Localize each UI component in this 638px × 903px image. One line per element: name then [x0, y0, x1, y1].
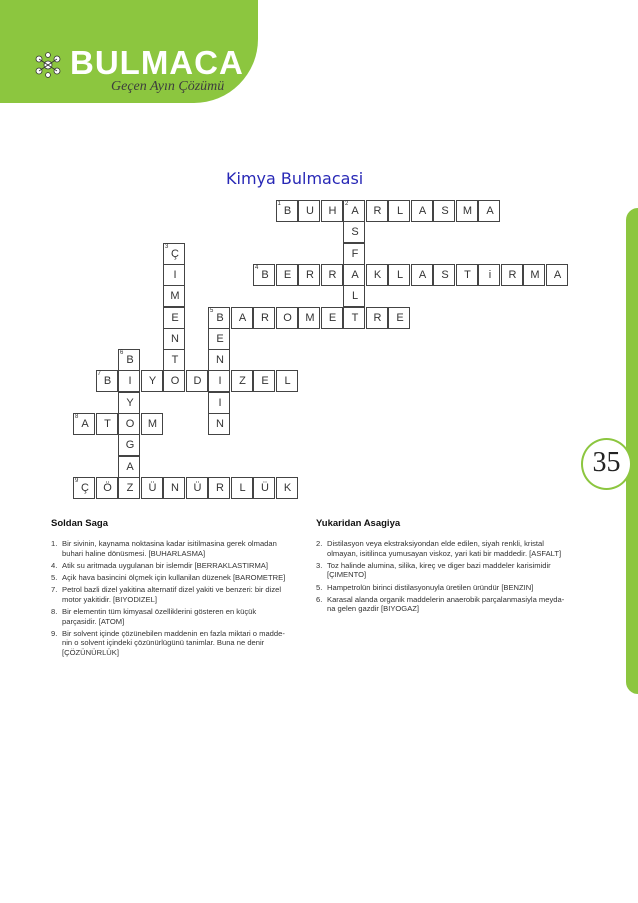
crossword-cell: [163, 307, 185, 329]
crossword-cell: [433, 200, 455, 222]
crossword-cell: [276, 477, 298, 499]
crossword-cell: [478, 200, 500, 222]
cell-letter: B: [103, 375, 112, 388]
crossword-cell: [118, 413, 140, 435]
cell-letter: K: [373, 268, 382, 281]
cell-letter: O: [170, 375, 180, 388]
cell-letter: K: [283, 481, 292, 494]
cell-letter: I: [128, 375, 132, 388]
crossword-cell: [276, 264, 298, 286]
cell-letter: N: [171, 481, 179, 494]
crossword-cell: [163, 349, 185, 371]
cell-letter: A: [418, 205, 427, 217]
crossword-cell: [253, 307, 275, 329]
crossword-cell: [253, 477, 275, 499]
stylized-molecule-icon: [33, 52, 63, 78]
clue-number: 5: [210, 307, 214, 314]
clue-item: [51, 585, 291, 604]
cell-letter: Ç: [81, 481, 89, 494]
section-title: BULMACA: [70, 44, 244, 81]
cell-letter: N: [171, 332, 179, 345]
cell-letter: E: [328, 311, 337, 324]
crossword-cell: [253, 264, 275, 286]
crossword-cell: [343, 221, 365, 243]
crossword-cell: [546, 264, 568, 286]
cell-letter: R: [373, 205, 382, 217]
cell-letter: A: [126, 460, 134, 473]
crossword-cell: [321, 307, 343, 329]
clue-number: 1.: [51, 539, 58, 548]
cell-letter: Y: [126, 396, 134, 409]
cell-letter: E: [261, 375, 269, 388]
crossword-cell: [253, 370, 275, 392]
cell-letter: Ç: [171, 247, 179, 260]
crossword-cell: [478, 264, 500, 286]
cell-letter: E: [171, 311, 179, 324]
cell-letter: A: [418, 268, 427, 281]
clue-item: [51, 561, 291, 571]
cell-letter: E: [396, 311, 404, 324]
cell-letter: R: [216, 481, 224, 494]
clue-number: 5.: [316, 582, 323, 592]
clue-number: 4: [255, 264, 259, 271]
clue-item: [316, 539, 566, 558]
cell-letter: M: [147, 418, 158, 430]
clue-text: Distilasyon veya ekstraksiyondan elde edilen, siyah renkli, kristal olmayan, isitilinca yumusayan viskoz, yari kati bir maddedir. [ASFALT]: [327, 539, 562, 558]
clue-number: 8.: [51, 607, 58, 617]
cell-letter: R: [373, 311, 382, 324]
cell-letter: N: [216, 418, 224, 430]
crossword-cell: [388, 307, 410, 329]
page-number: 35: [592, 447, 621, 478]
down-heading: Yukaridan Asagiya: [316, 518, 401, 529]
clue-item: [316, 583, 566, 593]
cell-letter: A: [553, 268, 562, 281]
crossword-cell: [163, 477, 185, 499]
crossword-cell: [343, 285, 365, 307]
cell-letter: A: [486, 205, 494, 217]
cell-letter: Y: [148, 375, 157, 388]
crossword-cell: [456, 200, 478, 222]
crossword-cell: [141, 477, 163, 499]
crossword-cell: [118, 370, 140, 392]
cell-letter: Z: [239, 375, 246, 388]
cell-letter: B: [261, 268, 269, 281]
clue-text: Toz halinde alumina, silika, kireç ve diger bazi maddeler karisimidir [ÇIMENTO]: [327, 560, 551, 580]
crossword-cell: [433, 264, 455, 286]
cell-letter: O: [125, 418, 135, 430]
crossword-cell: [343, 200, 365, 222]
cell-letter: R: [306, 268, 314, 281]
cell-letter: R: [508, 268, 517, 281]
cell-letter: A: [238, 311, 247, 324]
cell-letter: U: [306, 205, 314, 217]
crossword-cell: [73, 477, 95, 499]
crossword-cell: [141, 413, 163, 435]
across-clues: [51, 518, 291, 660]
cell-letter: i: [488, 268, 492, 281]
crossword-cell: [163, 328, 185, 350]
crossword-cell: [73, 413, 95, 435]
clue-number: 3: [165, 243, 169, 250]
cell-letter: S: [351, 226, 359, 239]
cell-letter: T: [104, 418, 111, 430]
crossword-cell: [298, 264, 320, 286]
crossword-cell: [118, 477, 140, 499]
cell-letter: B: [126, 354, 134, 367]
cell-letter: E: [283, 268, 292, 281]
across-clue-list: [51, 539, 291, 657]
clue-number: 6.: [316, 594, 323, 604]
clue-number: 6: [120, 350, 124, 357]
cell-letter: Z: [126, 481, 134, 494]
crossword-cell: [208, 477, 230, 499]
clue-item: [316, 595, 566, 614]
crossword-cell: [298, 200, 320, 222]
crossword-cell: [163, 370, 185, 392]
crossword-cell: [388, 264, 410, 286]
crossword-cell: [456, 264, 478, 286]
cell-letter: R: [328, 268, 337, 281]
header-banner: [0, 0, 258, 103]
clue-item: [316, 561, 566, 580]
crossword-cell: [208, 307, 230, 329]
crossword-cell: [411, 264, 433, 286]
crossword-cell: [163, 243, 185, 265]
cell-letter: B: [216, 311, 224, 324]
crossword-cell: [231, 307, 253, 329]
cell-letter: Ü: [193, 481, 202, 494]
clue-number: 7.: [51, 585, 58, 595]
crossword-cell: [118, 456, 140, 478]
section-subtitle: Geçen Ayın Çözümü: [111, 79, 225, 94]
crossword-cell: [366, 307, 388, 329]
clue-text: Petrol bazli dizel yakitina alternatif dizel yakiti ve benzeri: bir dizel motor yakitidir. [BIYODIZEL]: [62, 585, 282, 604]
cell-letter: I: [173, 268, 177, 281]
crossword-cell: [298, 307, 320, 329]
cell-letter: Ö: [103, 481, 112, 494]
cell-letter: E: [216, 332, 224, 345]
crossword-cell: [163, 264, 185, 286]
crossword-cell: [186, 370, 208, 392]
crossword-cell: [276, 370, 298, 392]
cell-letter: L: [396, 268, 404, 281]
crossword-cell: [96, 413, 118, 435]
crossword-cell: [208, 349, 230, 371]
cell-letter: Ü: [148, 481, 157, 494]
down-clue-list: [316, 539, 566, 614]
clue-item: [51, 607, 291, 626]
crossword-cell: [163, 285, 185, 307]
crossword-cell: [276, 200, 298, 222]
cell-letter: S: [441, 205, 449, 217]
crossword-cell: [141, 370, 163, 392]
crossword-cell: [343, 264, 365, 286]
clue-number: 2.: [316, 539, 323, 548]
across-heading: Soldan Saga: [51, 518, 109, 529]
cell-letter: S: [441, 268, 449, 281]
clue-number: 3.: [316, 560, 323, 570]
cell-letter: O: [283, 311, 292, 324]
cell-letter: A: [351, 205, 359, 217]
cell-letter: F: [351, 247, 359, 260]
crossword-cell: [186, 477, 208, 499]
cell-letter: H: [328, 205, 337, 217]
cell-letter: M: [170, 290, 180, 303]
cell-letter: M: [462, 205, 473, 217]
clue-number: 5.: [51, 573, 58, 583]
crossword-cell: [96, 370, 118, 392]
crossword-cell: [208, 392, 230, 414]
cell-letter: L: [284, 375, 291, 388]
clue-number: 8: [75, 414, 79, 420]
cell-letter: L: [396, 205, 404, 217]
cell-letter: Ü: [261, 481, 269, 494]
crossword-cell: [523, 264, 545, 286]
clue-text: Atik su aritmada uygulanan bir islemdir [BERRAKLASTIRMA]: [62, 560, 268, 570]
clue-number: 9.: [51, 628, 58, 638]
cell-letter: A: [351, 268, 359, 281]
crossword-cell: [96, 477, 118, 499]
clue-item: [51, 539, 291, 558]
crossword-cell: [208, 328, 230, 350]
clue-number: 4.: [51, 560, 58, 570]
cell-letter: I: [218, 396, 222, 409]
cell-letter: T: [171, 354, 179, 367]
puzzle-title: Kimya Bulmacasi: [226, 169, 364, 188]
crossword-cell: [321, 200, 343, 222]
crossword-cell: [118, 392, 140, 414]
cell-letter: M: [305, 311, 315, 324]
cell-letter: I: [218, 375, 222, 388]
clue-number: 2: [345, 201, 349, 207]
cell-letter: T: [351, 311, 359, 324]
crossword-cell: [388, 200, 410, 222]
cell-letter: M: [530, 268, 540, 281]
crossword-cell: [208, 413, 230, 435]
crossword-cell: [276, 307, 298, 329]
crossword-cell: [118, 434, 140, 456]
clue-item: [51, 573, 291, 583]
down-clues: [316, 518, 566, 617]
cell-letter: R: [261, 311, 269, 324]
cell-letter: D: [193, 375, 202, 388]
clue-number: 1: [277, 201, 281, 207]
cell-letter: T: [464, 268, 471, 281]
cell-letter: A: [81, 418, 89, 430]
crossword-cell: [321, 264, 343, 286]
cell-letter: L: [239, 481, 246, 494]
clue-text: Bir solvent içinde çözünebilen maddenin en fazla miktari o madde-nin o solvent içindeki çözünürlügünü tanimlar. Buna ne denir [ÇÖZÜNÜRLÜK]: [62, 628, 285, 657]
crossword-cell: [118, 349, 140, 371]
crossword-cell: [208, 370, 230, 392]
cell-letter: G: [125, 439, 135, 452]
crossword-cell: [501, 264, 523, 286]
clue-text: Hampetrolün birinci distilasyonuyla üretilen üründür [BENZIN]: [327, 582, 534, 592]
clue-text: Bir elementin tüm kimyasal özelliklerini gösteren en küçük parçasidir. [ATOM]: [62, 607, 257, 626]
cell-letter: L: [351, 290, 359, 303]
page-number-badge: [581, 438, 632, 490]
crossword-cell: [366, 264, 388, 286]
crossword-cell: [231, 477, 253, 499]
clue-number: 9: [75, 477, 79, 484]
crossword-cell: [366, 200, 388, 222]
cell-letter: N: [216, 354, 224, 367]
crossword-cell: [343, 307, 365, 329]
cell-letter: B: [283, 205, 292, 217]
clue-text: Karasal alanda organik maddelerin anaerobik parçalanmasiyla meyda-na gelen gazdir [BIYOGAZ]: [327, 594, 565, 614]
crossword-cell: [343, 243, 365, 265]
clue-number: 7: [97, 371, 101, 378]
crossword-cell: [411, 200, 433, 222]
clue-text: Bir sivinin, kaynama noktasina kadar isitilmasina gerek olmadan buhari haline dönüsmesi. [BUHARLASMA]: [62, 539, 277, 558]
crossword-cell: [231, 370, 253, 392]
clue-text: Açik hava basincini ölçmek için kullanilan düzenek [BAROMETRE]: [62, 573, 286, 583]
clue-item: [51, 629, 291, 658]
